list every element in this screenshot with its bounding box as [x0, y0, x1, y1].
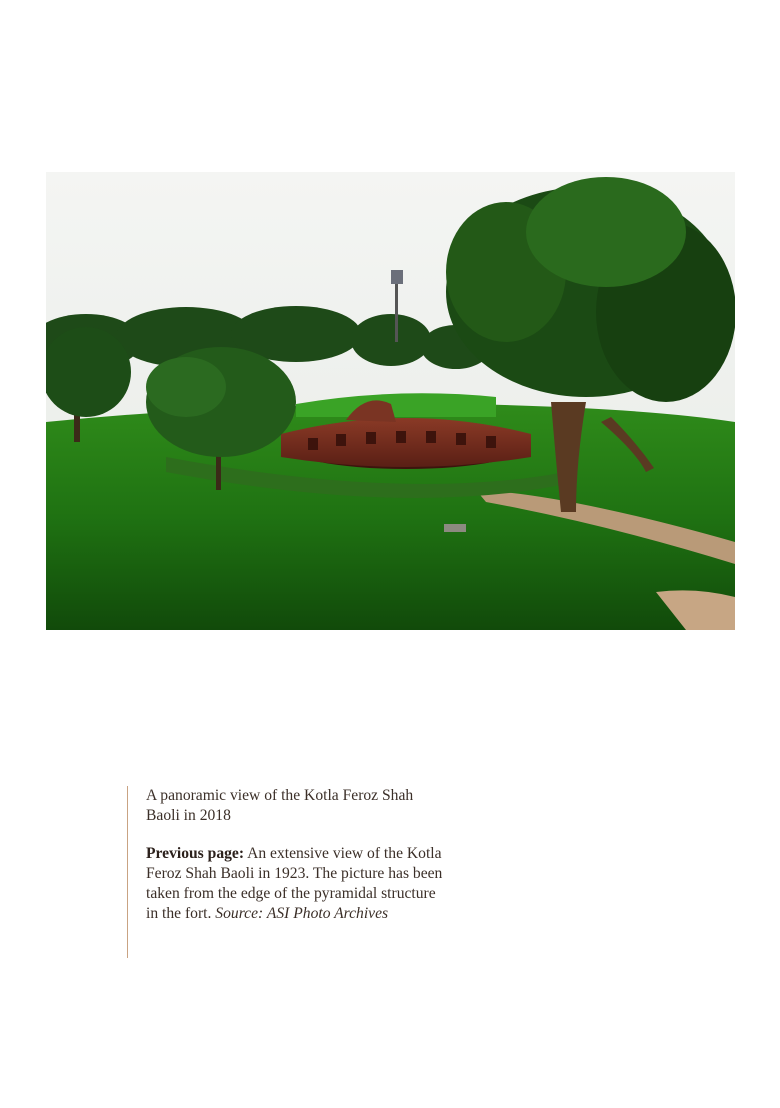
previous-page-label: Previous page:: [146, 845, 245, 862]
previous-page-text: An extensive view of the Kotla Feroz Shah Baoli in 1923. The picture has been taken from the edge of the pyramidal structure in the fort.: [146, 845, 443, 922]
figure-caption: [127, 786, 446, 958]
baoli-photo-illustration: [46, 172, 735, 630]
baoli-photograph: [46, 172, 735, 630]
source-credit: Source: ASI Photo Archives: [215, 905, 389, 922]
caption-first-paragraph: A panoramic view of the Kotla Feroz Shah Baoli in 2018: [146, 787, 414, 824]
caption-second-paragraph: [146, 844, 446, 924]
